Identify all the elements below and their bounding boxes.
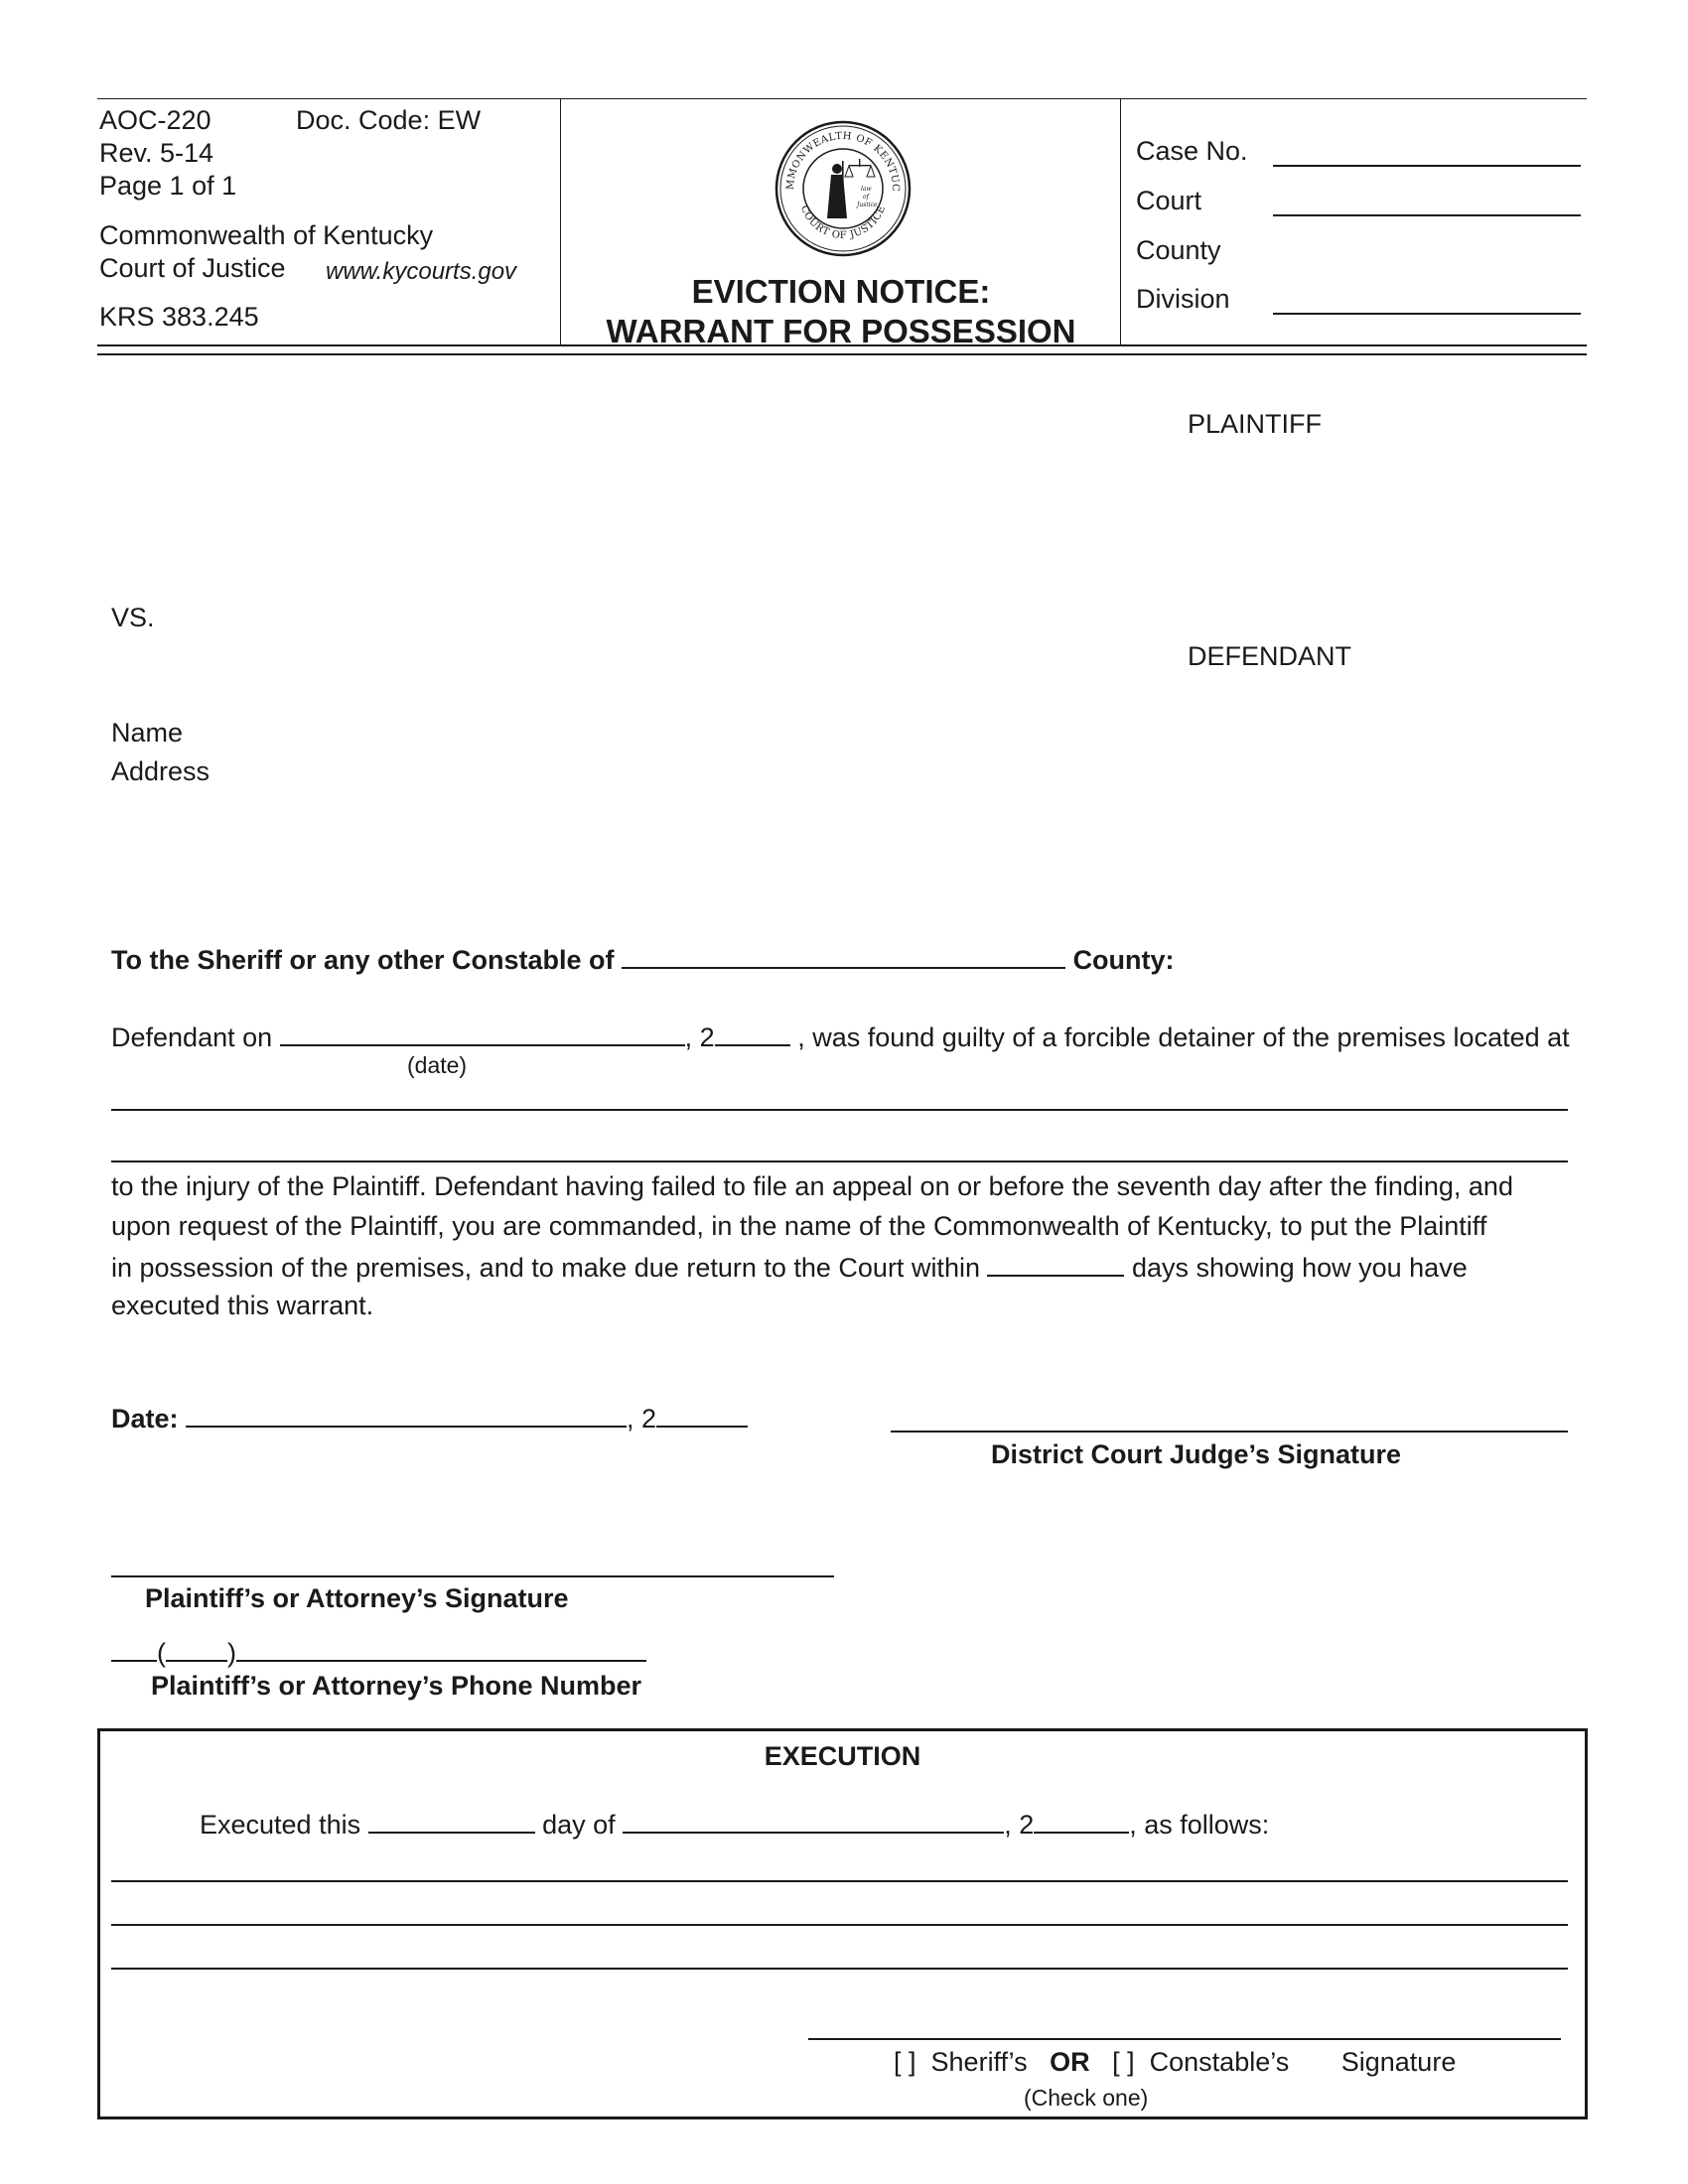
year-prefix: , 2 — [684, 1023, 715, 1052]
state-name: Commonwealth of Kentucky — [99, 220, 434, 250]
plaintiff-phone-label: Plaintiff’s or Attorney’s Phone Number — [151, 1671, 642, 1701]
or-label: OR — [1050, 2047, 1090, 2077]
sheriffs-label: Sheriff’s — [930, 2047, 1028, 2077]
form-title — [562, 272, 1120, 350]
date-blank[interactable] — [280, 1023, 685, 1046]
title-line-1: EVICTION NOTICE: — [691, 273, 991, 310]
defendant-on-text: Defendant on — [111, 1023, 273, 1052]
revision: Rev. 5-14 — [99, 138, 214, 168]
court-system: Court of Justice — [99, 253, 286, 283]
signature-label: Signature — [1340, 2047, 1457, 2077]
officer-signature-row — [894, 2049, 1456, 2076]
svg-text:COMMONWEALTH OF KENTUCKY: MMONWEALTH OF KENTUC — [784, 130, 902, 193]
signing-year-prefix: , 2 — [627, 1404, 657, 1433]
check-one-caption: (Check one) — [1024, 2085, 1149, 2111]
sheriff-checkbox[interactable]: [ ] — [894, 2047, 916, 2077]
title-line-2: WARRANT FOR POSSESSION — [606, 312, 1076, 349]
division-label: Division — [1136, 284, 1230, 314]
paragraph-line-3 — [111, 1253, 1468, 1282]
officer-signature-line[interactable] — [808, 2038, 1561, 2040]
plaintiff-label: PLAINTIFF — [1188, 409, 1323, 439]
paragraph-line-3a: in possession of the premises, and to make due return to the Court within — [111, 1253, 980, 1283]
days-blank[interactable] — [987, 1253, 1124, 1277]
executed-year-prefix: , 2 — [1004, 1810, 1035, 1840]
header-divider-1 — [560, 98, 561, 344]
statute: KRS 383.245 — [99, 302, 259, 332]
premises-line-2[interactable] — [111, 1160, 1568, 1162]
defendant-label: DEFENDANT — [1188, 641, 1352, 671]
executed-this-text: Executed this — [200, 1810, 361, 1840]
county-label: County — [1136, 235, 1221, 265]
county-blank[interactable] — [622, 945, 1065, 969]
to-sheriff-text: To the Sheriff or any other Constable of — [111, 945, 615, 975]
executed-month-blank[interactable] — [623, 1810, 1004, 1834]
date-caption: (date) — [407, 1052, 468, 1078]
judge-signature-label: District Court Judge’s Signature — [991, 1439, 1402, 1469]
as-follows-text: , as follows: — [1129, 1810, 1270, 1840]
phone-open-paren: ( — [157, 1638, 166, 1668]
court-seal — [774, 119, 913, 258]
area-code-prefix-blank[interactable] — [111, 1638, 157, 1662]
name-label: Name — [111, 718, 184, 748]
defendant-on-line — [111, 1023, 1570, 1051]
svg-text:COURT OF JUSTICE: COURT OF JUSTICE — [797, 204, 889, 242]
constable-checkbox[interactable]: [ ] — [1112, 2047, 1135, 2077]
website: www.kycourts.gov — [326, 258, 517, 285]
svg-text:law: law — [861, 186, 872, 193]
paragraph-line-2: upon request of the Plaintiff, you are commanded, in the name of the Commonwealth of Kentucky, to put the Plaintiff — [111, 1211, 1487, 1241]
paragraph-line-3b: days showing how you have — [1132, 1253, 1468, 1283]
execution-line-3[interactable] — [111, 1968, 1568, 1970]
page-number: Page 1 of 1 — [99, 171, 237, 201]
year-blank[interactable] — [715, 1023, 790, 1046]
paragraph-line-1: to the injury of the Plaintiff. Defendant having failed to file an appeal on or before the seventh day after the finding, and — [111, 1171, 1513, 1201]
header-bottom-rule-2 — [97, 353, 1587, 355]
date-line — [111, 1404, 748, 1433]
svg-text:Justice: Justice — [857, 202, 878, 208]
execution-line-2[interactable] — [111, 1924, 1568, 1926]
phone-close-paren: ) — [227, 1638, 236, 1668]
plaintiff-signature-line[interactable] — [111, 1575, 834, 1577]
county-suffix: County: — [1072, 945, 1175, 975]
premises-line-1[interactable] — [111, 1109, 1568, 1111]
court-field[interactable] — [1273, 214, 1581, 216]
svg-text:of: of — [863, 194, 869, 201]
day-of-text: day of — [542, 1810, 616, 1840]
plaintiff-signature-label: Plaintiff’s or Attorney’s Signature — [145, 1583, 569, 1613]
found-guilty-text: , was found guilty of a forcible detainer of the premises located at — [797, 1023, 1570, 1052]
executed-year-blank[interactable] — [1034, 1810, 1129, 1834]
header-top-rule — [97, 98, 1587, 99]
paragraph-line-4: executed this warrant. — [111, 1291, 374, 1320]
executed-line — [200, 1810, 1269, 1839]
date-label: Date: — [111, 1404, 179, 1433]
to-sheriff-line — [111, 945, 1175, 974]
judge-signature-line[interactable] — [891, 1431, 1568, 1433]
constables-label: Constable’s — [1149, 2047, 1290, 2077]
header-divider-2 — [1120, 98, 1121, 344]
vs-label: VS. — [111, 603, 155, 632]
phone-number-blank[interactable] — [236, 1638, 646, 1662]
case-no-label: Case No. — [1136, 136, 1248, 166]
signing-year-blank[interactable] — [656, 1404, 748, 1428]
phone-line — [111, 1638, 646, 1667]
signing-date-blank[interactable] — [186, 1404, 627, 1428]
case-no-field[interactable] — [1273, 165, 1581, 167]
division-field[interactable] — [1273, 313, 1581, 315]
court-label: Court — [1136, 186, 1202, 215]
address-label: Address — [111, 756, 211, 786]
doc-code: Doc. Code: EW — [296, 105, 482, 135]
execution-heading: EXECUTION — [764, 1741, 921, 1771]
executed-day-blank[interactable] — [368, 1810, 535, 1834]
execution-line-1[interactable] — [111, 1880, 1568, 1882]
area-code-blank[interactable] — [166, 1638, 227, 1662]
form-number: AOC-220 — [99, 105, 211, 135]
